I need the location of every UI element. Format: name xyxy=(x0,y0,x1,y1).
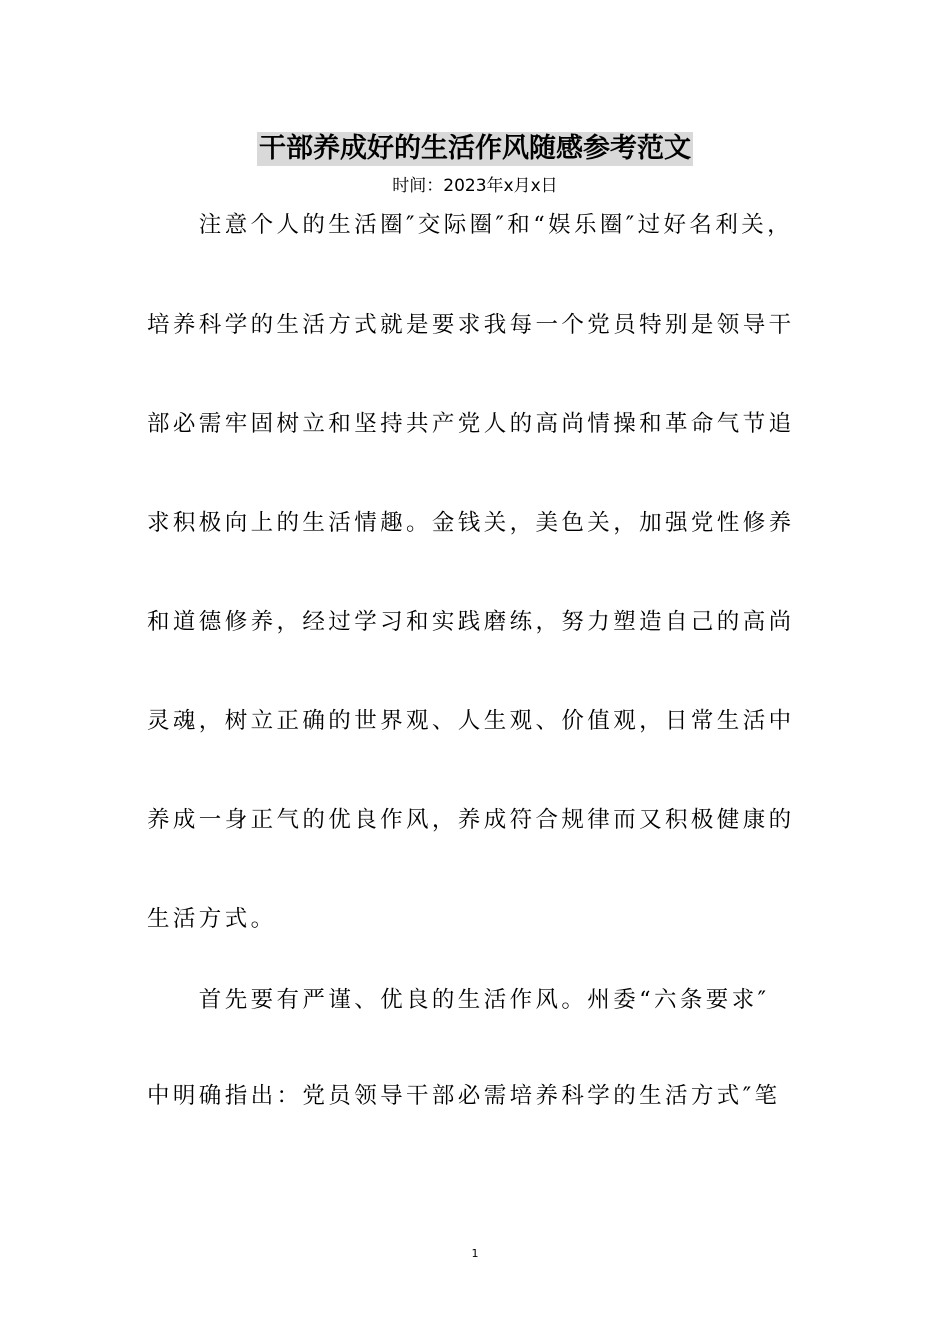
page-number: 1 xyxy=(471,1247,479,1260)
title-container xyxy=(0,132,950,166)
body-line-9: 首先要有严谨、优良的生活作风。州委“六条要求″ xyxy=(147,987,770,1013)
body-line-2: 培养科学的生活方式就是要求我每一个党员特别是领导干 xyxy=(147,312,795,338)
body-line-7: 养成一身正气的优良作风，养成符合规律而又积极健康的 xyxy=(147,807,795,833)
body-line-3: 部必需牢固树立和坚持共产党人的高尚情操和革命气节追 xyxy=(147,411,795,437)
body-line-5: 和道德修养，经过学习和实践磨练，努力塑造自己的高尚 xyxy=(147,609,795,635)
body-line-8: 生活方式。 xyxy=(147,906,277,932)
date-line: 时间：2023年x月x日 xyxy=(392,176,558,196)
body-line-1: 注意个人的生活圈″交际圈″和“娱乐圈″过好名利关， xyxy=(147,212,794,238)
body-line-10: 中明确指出：党员领导干部必需培养科学的生活方式″笔 xyxy=(147,1083,781,1109)
body-line-4: 求积极向上的生活情趣。金钱关，美色关，加强党性修养 xyxy=(147,510,795,536)
document-title: 干部养成好的生活作风随感参考范文 xyxy=(259,133,691,164)
body-line-6: 灵魂，树立正确的世界观、人生观、价值观，日常生活中 xyxy=(147,708,795,734)
